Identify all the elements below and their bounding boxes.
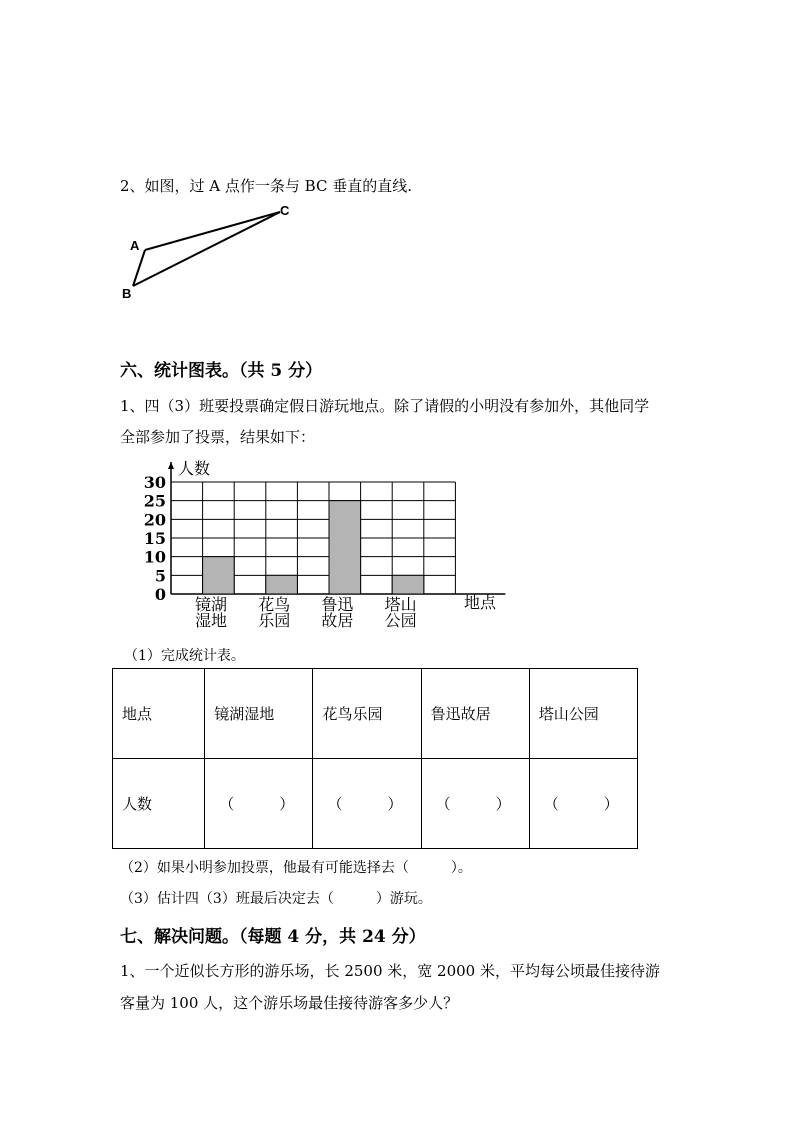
section-6-title: 六、统计图表。（共 5 分）	[120, 361, 323, 381]
table-cell-location: 塔山公园	[529, 669, 637, 759]
statistics-table	[112, 668, 638, 849]
y-tick-label: 0	[154, 585, 166, 604]
sub-question-3: （3）估计四（3）班最后决定去（ ）游玩。	[120, 891, 432, 907]
bar	[266, 575, 298, 594]
answer-blank[interactable]: （ ）	[313, 759, 421, 849]
bar	[392, 575, 424, 594]
y-axis-arrow-icon	[168, 462, 174, 469]
category-label: 镜湖	[194, 595, 228, 614]
section-7-title: 七、解决问题。（每题 4 分，共 24 分）	[120, 927, 426, 947]
section-7-question-line-1: 1、一个近似长方形的游乐场，长 2500 米，宽 2000 米，平均每公顷最佳接待游	[120, 962, 660, 980]
table-cell-location: 花鸟乐园	[313, 669, 421, 759]
category-label: 公园	[384, 611, 417, 630]
category-label: 花鸟	[258, 595, 291, 614]
table-cell-location: 鲁迅故居	[421, 669, 529, 759]
sub-question-1: （1）完成统计表。	[124, 648, 245, 664]
triangle-figure	[118, 198, 298, 308]
table-cell-header: 地点	[113, 669, 205, 759]
segment-bc	[133, 212, 280, 286]
answer-blank[interactable]: （ ）	[529, 759, 637, 849]
answer-blank[interactable]: （ ）	[205, 759, 313, 849]
y-tick-label: 10	[143, 547, 166, 567]
bar	[329, 501, 361, 594]
table-cell-header: 人数	[113, 759, 205, 849]
table-cell-location: 镜湖湿地	[205, 669, 313, 759]
y-axis-label: 人数	[178, 459, 211, 478]
point-a-label: A	[130, 238, 140, 253]
point-b-label: B	[122, 286, 132, 301]
question-2-text: 2、如图，过 A 点作一条与 BC 垂直的直线.	[120, 177, 412, 195]
sub-question-2: （2）如果小明参加投票，他最有可能选择去（ ）。	[120, 860, 472, 876]
answer-blank[interactable]: （ ）	[421, 759, 529, 849]
y-tick-label: 25	[143, 491, 166, 511]
table-row	[113, 669, 638, 759]
point-c-label: C	[280, 203, 290, 218]
vote-bar-chart	[118, 458, 518, 630]
x-axis-label: 地点	[463, 593, 497, 612]
chart-labels	[144, 459, 497, 630]
section-6-question-line-1: 1、四（3）班要投票确定假日游玩地点。除了请假的小明没有参加外，其他同学	[120, 397, 650, 415]
category-label: 塔山	[384, 595, 417, 614]
category-label: 乐园	[258, 611, 291, 630]
chart-bars	[203, 501, 424, 594]
section-7-question-line-2: 客量为 100 人，这个游乐场最佳接待游客多少人？	[120, 994, 459, 1012]
y-tick-label: 5	[154, 566, 166, 586]
section-6-question-line-2: 全部参加了投票，结果如下：	[120, 428, 316, 446]
y-tick-label: 30	[143, 473, 166, 492]
y-tick-label: 20	[143, 510, 166, 530]
category-label: 故居	[321, 611, 354, 630]
category-label: 湿地	[194, 611, 228, 630]
table-row	[113, 759, 638, 849]
category-label: 鲁迅	[321, 595, 354, 614]
segment-ac	[145, 212, 280, 250]
bar	[203, 557, 235, 594]
y-tick-label: 15	[143, 529, 166, 548]
